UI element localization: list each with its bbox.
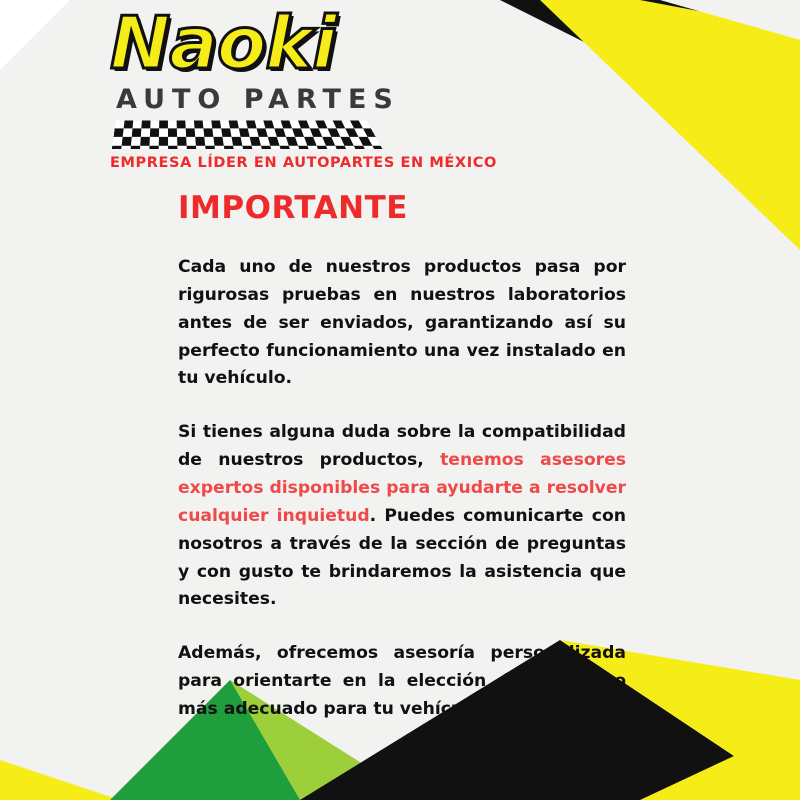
content-block xyxy=(178,190,626,724)
bottom-yellow-left xyxy=(0,760,120,800)
paragraph-support-part1: Si tienes alguna duda sobre la compatibilidad de nuestros productos, xyxy=(178,422,626,471)
page-title: IMPORTANTE xyxy=(178,190,408,226)
checkered-flag-icon xyxy=(112,120,382,149)
logo-subtitle: AUTO PARTES xyxy=(116,83,400,115)
paragraph-support-part2: . Puedes comunicarte con nosotros a través de la sección de preguntas y con gusto te brindaremos la asistencia que necesites. xyxy=(178,505,626,610)
logo-wordmark: Naoki xyxy=(110,1,336,85)
brand-tagline: EMPRESA LÍDER EN AUTOPARTES EN MÉXICO xyxy=(110,154,497,171)
paragraph-advice: Además, ofrecemos asesoría personalizada para orientarte en la elección del producto más adecuado para tu vehículo. xyxy=(178,643,626,720)
brand-header xyxy=(0,0,670,171)
paragraph-quality: Cada uno de nuestros productos pasa por rigurosas pruebas en nuestros laboratorios antes de ser enviados, garantizando así su perfecto funcionamiento una vez instalado en tu vehículo. xyxy=(178,257,626,389)
paragraph-support-highlight: tenemos asesores expertos disponibles para ayudarte a resolver cualquier inquietud xyxy=(178,450,626,526)
paragraph-support xyxy=(178,419,626,614)
